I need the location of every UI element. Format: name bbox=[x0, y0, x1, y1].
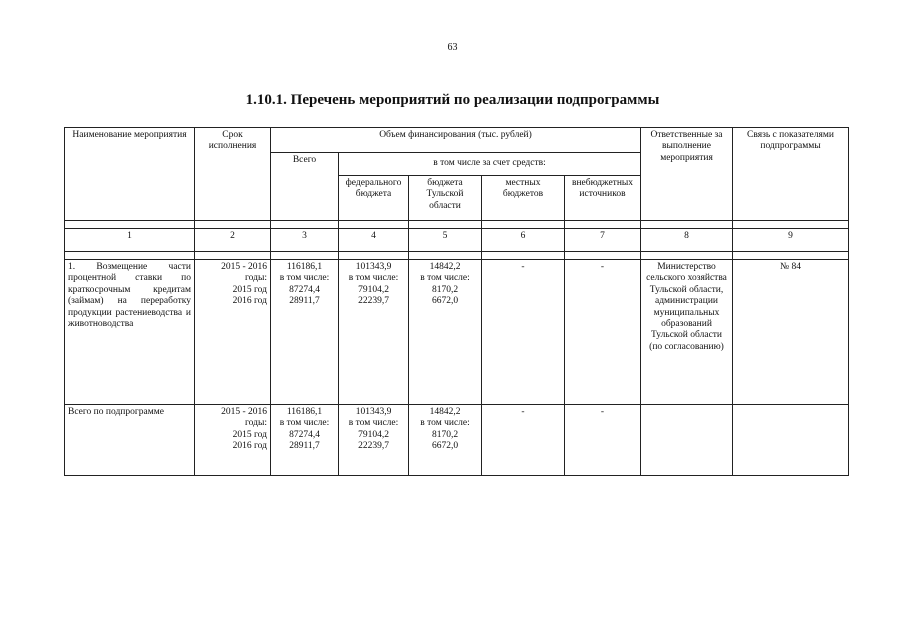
value-line: в том числе: bbox=[279, 273, 330, 284]
column-number: 9 bbox=[733, 229, 849, 252]
offbudget-cell: - bbox=[565, 260, 641, 405]
header-responsible: Ответственные за выполнение мероприятия bbox=[641, 128, 733, 221]
table-row bbox=[65, 260, 849, 405]
separator-row bbox=[65, 252, 849, 260]
activity-term bbox=[195, 405, 271, 476]
column-number: 2 bbox=[195, 229, 271, 252]
activity-name: Всего по подпрограмме bbox=[65, 405, 195, 476]
value-line: 6672,0 bbox=[431, 441, 459, 452]
column-number: 3 bbox=[271, 229, 339, 252]
responsible-cell: Министерство сельского хозяйства Тульской области, администрации муниципальных образований Тульской области (по согласованию) bbox=[641, 260, 733, 405]
column-number: 8 bbox=[641, 229, 733, 252]
column-number: 6 bbox=[482, 229, 565, 252]
value-line: в том числе: bbox=[348, 273, 399, 284]
value-line: 87274,4 bbox=[289, 284, 320, 295]
page-number: 63 bbox=[447, 42, 458, 53]
value-line: 101343,9 bbox=[355, 262, 392, 272]
federal-cell bbox=[339, 405, 409, 476]
value-line: в том числе: bbox=[348, 418, 399, 429]
column-number: 1 bbox=[65, 229, 195, 252]
header-including: в том числе за счет средств: bbox=[339, 153, 641, 176]
activity-name: 1. Возмещение части процентной ставки по краткосрочным кредитам (займам) на переработку продукции растениеводства и животноводства bbox=[65, 260, 195, 405]
value-line: 14842,2 bbox=[429, 407, 461, 417]
local-cell: - bbox=[482, 260, 565, 405]
term-line: 2016 год bbox=[232, 441, 267, 452]
term-line: 2015 - 2016 bbox=[221, 262, 267, 272]
link-cell bbox=[733, 405, 849, 476]
value-line: 6672,0 bbox=[431, 296, 459, 307]
value-line: 22239,7 bbox=[358, 296, 389, 307]
header-offbudget: внебюджетных источников bbox=[565, 176, 641, 221]
header-term: Срок исполнения bbox=[195, 128, 271, 221]
header-funding: Объем финансирования (тыс. рублей) bbox=[271, 128, 641, 153]
column-number: 5 bbox=[409, 229, 482, 252]
value-line: 28911,7 bbox=[289, 296, 320, 307]
column-number-row bbox=[65, 229, 849, 252]
header-local: местных бюджетов bbox=[482, 176, 565, 221]
column-number: 7 bbox=[565, 229, 641, 252]
term-line: годы: bbox=[245, 273, 267, 284]
header-link: Связь с показателями подпрограммы bbox=[733, 128, 849, 221]
value-line: 116186,1 bbox=[286, 407, 323, 417]
value-line: 14842,2 bbox=[429, 262, 461, 272]
activity-term bbox=[195, 260, 271, 405]
term-line: 2015 - 2016 bbox=[221, 407, 267, 417]
header-row-1 bbox=[65, 128, 849, 153]
column-number: 4 bbox=[339, 229, 409, 252]
regional-cell bbox=[409, 405, 482, 476]
value-line: в том числе: bbox=[279, 418, 330, 429]
separator-row bbox=[65, 221, 849, 229]
value-line: 79104,2 bbox=[358, 284, 389, 295]
header-federal: федерального бюджета bbox=[339, 176, 409, 221]
term-line: 2015 год bbox=[232, 284, 267, 295]
term-line: 2015 год bbox=[232, 429, 267, 440]
value-line: 101343,9 bbox=[355, 407, 392, 417]
value-line: 116186,1 bbox=[286, 262, 323, 272]
value-line: 22239,7 bbox=[358, 441, 389, 452]
value-line: 8170,2 bbox=[431, 429, 459, 440]
responsible-cell bbox=[641, 405, 733, 476]
value-line: 8170,2 bbox=[431, 284, 459, 295]
link-cell: № 84 bbox=[733, 260, 849, 405]
regional-cell bbox=[409, 260, 482, 405]
local-cell: - bbox=[482, 405, 565, 476]
value-line: 28911,7 bbox=[289, 441, 320, 452]
term-line: 2016 год bbox=[232, 296, 267, 307]
header-name: Наименование мероприятия bbox=[65, 128, 195, 221]
page-title: 1.10.1. Перечень мероприятий по реализации подпрограммы bbox=[245, 92, 660, 108]
header-total: Всего bbox=[271, 153, 339, 221]
federal-cell bbox=[339, 260, 409, 405]
value-line: 87274,4 bbox=[289, 429, 320, 440]
total-cell bbox=[271, 260, 339, 405]
activities-table bbox=[64, 127, 849, 476]
value-line: в том числе: bbox=[420, 273, 470, 284]
value-line: в том числе: bbox=[420, 418, 470, 429]
total-cell bbox=[271, 405, 339, 476]
table-row bbox=[65, 405, 849, 476]
value-line: 79104,2 bbox=[358, 429, 389, 440]
header-regional: бюджета Тульской области bbox=[409, 176, 482, 221]
offbudget-cell: - bbox=[565, 405, 641, 476]
term-line: годы: bbox=[245, 418, 267, 429]
